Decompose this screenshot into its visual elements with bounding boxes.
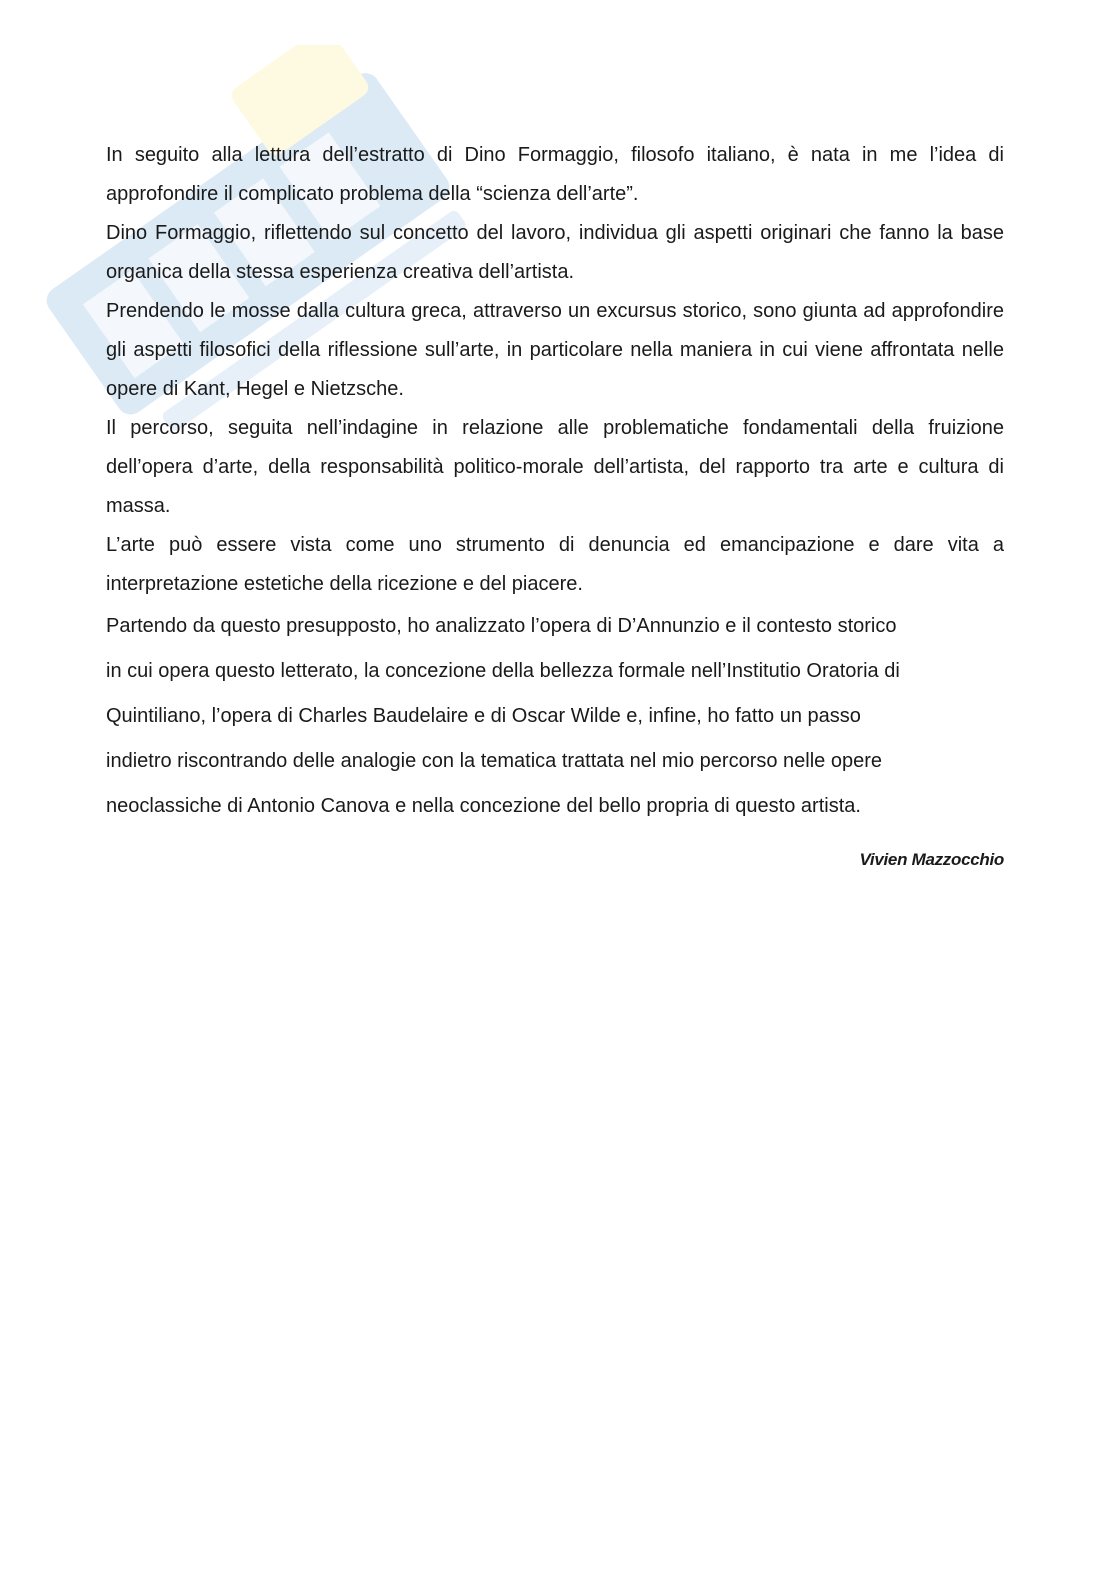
final-line-3: Quintiliano, l’opera di Charles Baudelaire e di Oscar Wilde e, infine, ho fatto un passo xyxy=(106,705,861,727)
final-line-1: Partendo da questo presupposto, ho analizzato l’opera di D’Annunzio e il contesto storico xyxy=(106,615,897,637)
final-line-4: indietro riscontrando delle analogie con la tematica trattata nel mio percorso nelle opere xyxy=(106,750,883,772)
paragraph-formaggio: Dino Formaggio, riflettendo sul concetto del lavoro, individua gli aspetti originari che fanno la base organica della stessa esperienza creativa dell’artista. xyxy=(106,222,1004,283)
paragraph-final xyxy=(106,604,1004,829)
document-body xyxy=(106,136,1004,873)
final-line-5: neoclassiche di Antonio Canova e nella concezione del bello propria di questo artista. xyxy=(106,795,861,817)
author-signature: Vivien Mazzocchio xyxy=(859,850,1004,869)
paragraph-intro: In seguito alla lettura dell’estratto di Dino Formaggio, filosofo italiano, è nata in me l’idea di approfondire il complicato problema della “scienza dell’arte”. xyxy=(106,144,1004,205)
paragraph-greek-culture: Prendendo le mosse dalla cultura greca, attraverso un excursus storico, sono giunta ad approfondire gli aspetti filosofici della riflessione sull’arte, in particolare nella maniera in cui viene affrontata nelle opere di Kant, Hegel e Nietzsche. xyxy=(106,300,1004,400)
paragraph-percorso: Il percorso, seguita nell’indagine in relazione alle problematiche fondamentali della fruizione dell’opera d’arte, della responsabilità politico-morale dell’artista, del rapporto tra arte e cultura di massa. xyxy=(106,417,1004,517)
final-line-2: in cui opera questo letterato, la concezione della bellezza formale nell’Institutio Oratoria di xyxy=(106,660,900,682)
paragraph-arte-denuncia: L’arte può essere vista come uno strumento di denuncia ed emancipazione e dare vita a interpretazione estetiche della ricezione e del piacere. xyxy=(106,534,1004,595)
